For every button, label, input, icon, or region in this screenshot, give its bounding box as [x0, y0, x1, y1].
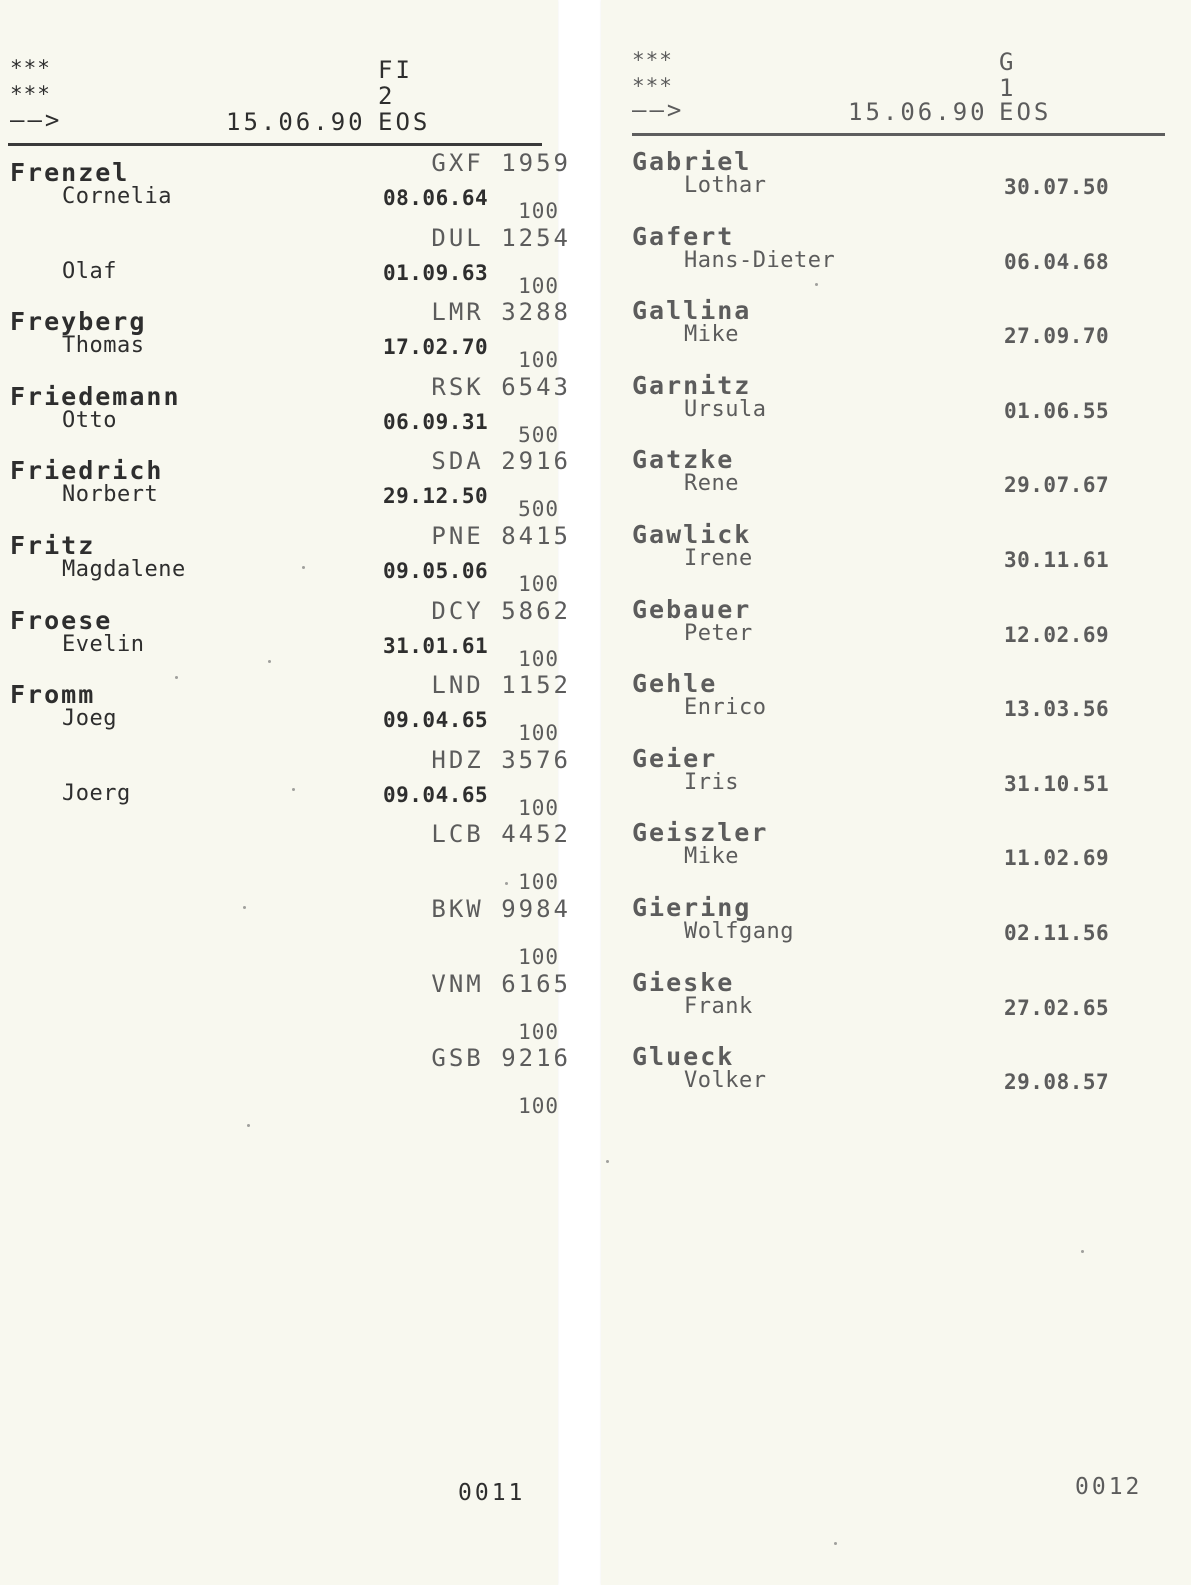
entry-firstname: Joerg: [62, 780, 131, 806]
entry-firstname: Irene: [684, 546, 753, 571]
entry-code: PNE 8415: [431, 522, 571, 550]
entry-surname: Frenzel: [10, 158, 130, 187]
entry-surname: Fromm: [10, 680, 96, 710]
entry-date: 12.02.69: [1004, 622, 1110, 647]
entry-amount: 100: [518, 945, 559, 969]
entry-date: 08.06.64: [383, 186, 489, 210]
entry-date: 11.02.69: [1004, 846, 1110, 871]
entry-firstname: Olaf: [62, 258, 117, 284]
entry-surname: Gallina: [632, 296, 752, 326]
entry-firstname: Mike: [684, 322, 739, 348]
entry-surname: Gehle: [632, 669, 718, 699]
entry-amount: 100: [518, 870, 559, 895]
entry-code: RSK 6543: [431, 372, 571, 401]
entry-code: DUL 1254: [431, 223, 571, 252]
entry-code: LCB 4452: [431, 820, 571, 849]
entry-surname: Gieske: [632, 967, 735, 997]
entry-amount: 100: [518, 1019, 559, 1044]
paper-speck: [175, 676, 178, 679]
entry-amount: 100: [518, 795, 559, 820]
entry-amount: 100: [518, 721, 559, 746]
entry-surname: Gawlick: [632, 520, 752, 549]
entry-amount: 100: [518, 572, 559, 596]
entry-code: LMR 3288: [431, 298, 571, 327]
paper-speck: [268, 660, 271, 663]
paper-speck: [302, 566, 305, 569]
entry-surname: Geier: [632, 743, 718, 773]
entry-firstname: Rene: [684, 471, 739, 497]
paper-speck: [606, 1160, 609, 1163]
entry-firstname: Cornelia: [62, 184, 172, 209]
entry-surname: Gafert: [632, 221, 735, 251]
entry-code: DCY 5862: [431, 596, 571, 625]
entry-date: 27.02.65: [1004, 995, 1110, 1020]
entry-firstname: Joeg: [62, 706, 117, 732]
paper-speck: [292, 788, 295, 791]
entry-surname: Gabriel: [632, 147, 752, 176]
entry-amount: 100: [518, 273, 559, 298]
entry-date: 30.07.50: [1004, 175, 1110, 199]
entry-firstname: Thomas: [62, 333, 145, 359]
paper-speck: [505, 882, 508, 885]
entry-surname: Friedrich: [10, 456, 164, 486]
entry-code: VNM 6165: [431, 969, 571, 998]
entry-date: 31.10.51: [1004, 771, 1110, 796]
header-code-3: EOS: [378, 108, 431, 136]
entry-amount: 100: [518, 646, 559, 671]
entry-amount: 500: [518, 422, 559, 447]
entry-surname: Fritz: [10, 531, 96, 560]
page-number: 0011: [458, 1480, 526, 1506]
paper-speck: [247, 1124, 250, 1127]
entry-date: 29.12.50: [383, 484, 489, 509]
header-stars-2: ***: [632, 74, 673, 98]
header-rule: [8, 143, 542, 146]
entry-date: 06.04.68: [1004, 249, 1110, 274]
entry-date: 29.07.67: [1004, 473, 1110, 498]
entry-firstname: Enrico: [684, 695, 767, 721]
entry-code: SDA 2916: [431, 447, 571, 476]
header-code-2: 1: [999, 74, 1017, 102]
entry-amount: 100: [518, 348, 559, 373]
entry-firstname: Hans-Dieter: [684, 247, 836, 273]
entry-firstname: Wolfgang: [684, 919, 794, 944]
paper-speck: [815, 283, 818, 286]
entry-firstname: Otto: [62, 407, 117, 433]
entry-surname: Giering: [632, 893, 752, 922]
entry-date: 13.03.56: [1004, 697, 1110, 722]
entry-firstname: Volker: [684, 1068, 767, 1094]
entry-surname: Friedemann: [10, 381, 181, 411]
entry-firstname: Magdalene: [62, 557, 186, 582]
entry-firstname: Iris: [684, 769, 739, 795]
entry-code: LND 1152: [431, 671, 571, 700]
header-code-1: G: [999, 48, 1017, 76]
header-code-1: FI: [378, 56, 413, 84]
header-stars-1: ***: [10, 56, 51, 80]
paper-speck: [1081, 1250, 1084, 1253]
entry-firstname: Evelin: [62, 631, 145, 657]
paper-speck: [834, 1542, 837, 1545]
entry-amount: 100: [518, 199, 559, 223]
entry-firstname: Mike: [684, 844, 739, 870]
paper-speck: [243, 906, 246, 909]
entry-firstname: Frank: [684, 993, 753, 1019]
entry-surname: Freyberg: [10, 307, 147, 337]
entry-date: 02.11.56: [1004, 921, 1110, 945]
header-code-3: EOS: [999, 98, 1052, 126]
entry-firstname: Ursula: [684, 396, 767, 422]
entry-date: 06.09.31: [383, 409, 489, 434]
entry-surname: Glueck: [632, 1042, 735, 1072]
entry-date: 09.04.65: [383, 708, 489, 733]
header-arrow: ——>: [632, 96, 685, 124]
entry-code: GXF 1959: [431, 149, 571, 177]
header-stars-1: ***: [632, 48, 673, 72]
header-date: 15.06.90: [848, 98, 988, 126]
entry-date: 09.04.65: [383, 782, 489, 807]
entry-code: GSB 9216: [431, 1044, 571, 1073]
entry-date: 29.08.57: [1004, 1070, 1110, 1095]
entry-date: 30.11.61: [1004, 548, 1110, 572]
entry-code: HDZ 3576: [431, 745, 571, 774]
entry-code: BKW 9984: [431, 895, 571, 923]
header-arrow: ——>: [10, 106, 63, 134]
entry-date: 31.01.61: [383, 633, 489, 658]
page-number: 0012: [1075, 1474, 1143, 1500]
header-rule: [632, 133, 1165, 136]
entry-date: 01.06.55: [1004, 398, 1110, 423]
entry-surname: Garnitz: [632, 370, 752, 400]
entry-date: 17.02.70: [383, 335, 489, 360]
entry-surname: Froese: [10, 605, 113, 635]
entry-date: 09.05.06: [383, 559, 489, 583]
entry-amount: 100: [518, 1094, 559, 1119]
entry-surname: Gatzke: [632, 445, 735, 475]
entry-firstname: Peter: [684, 620, 753, 646]
entry-firstname: Norbert: [62, 482, 159, 508]
entry-date: 27.09.70: [1004, 324, 1110, 349]
entry-surname: Gebauer: [632, 594, 752, 624]
entry-amount: 500: [518, 497, 559, 522]
header-date: 15.06.90: [226, 108, 366, 136]
header-stars-2: ***: [10, 82, 51, 106]
entry-date: 01.09.63: [383, 260, 489, 285]
entry-firstname: Lothar: [684, 173, 767, 198]
header-code-2: 2: [378, 82, 396, 110]
entry-surname: Geiszler: [632, 818, 769, 848]
